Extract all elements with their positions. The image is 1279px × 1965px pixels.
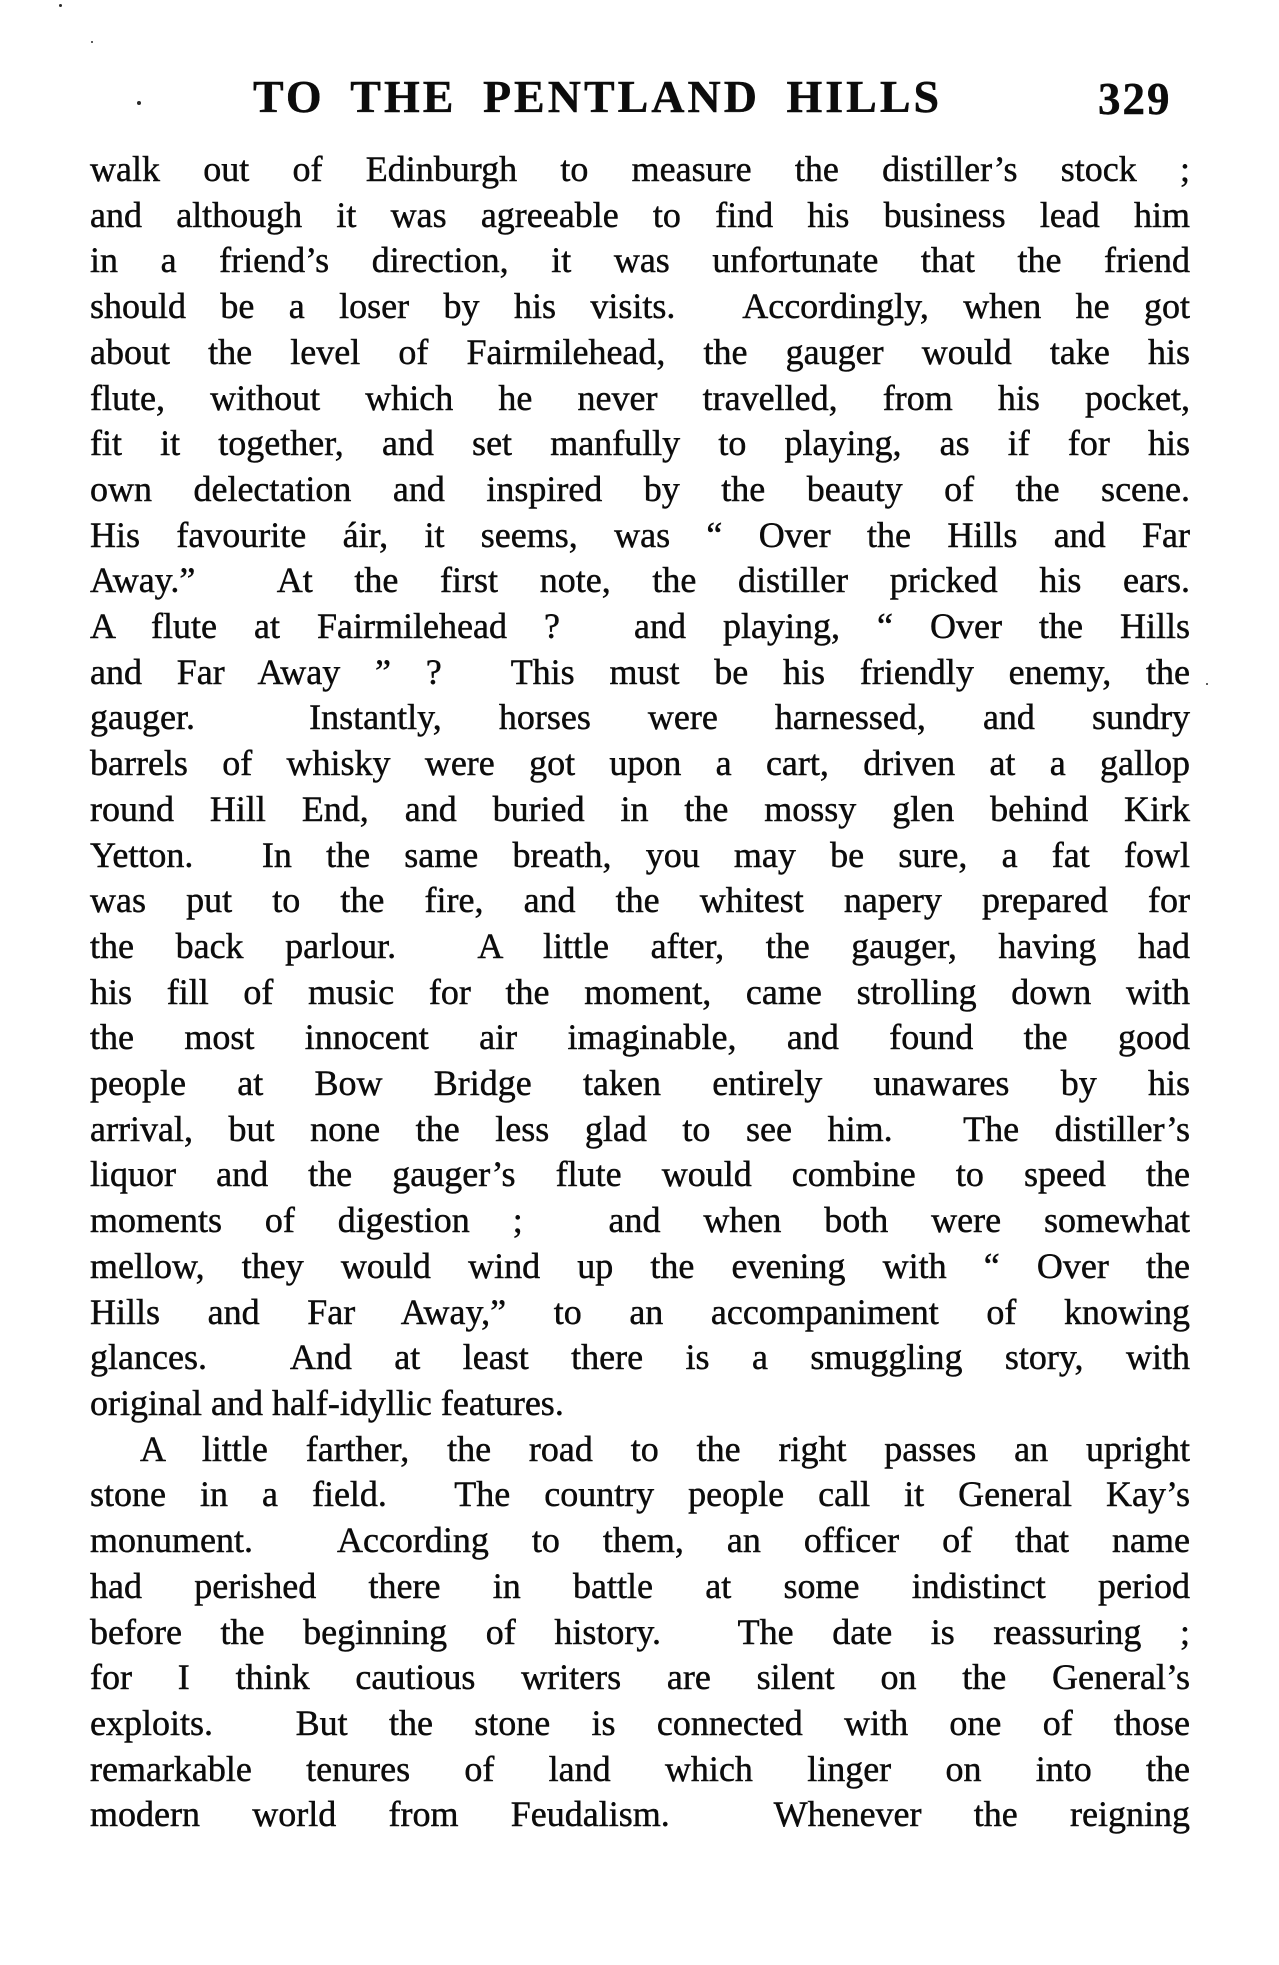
text-line: stone in a field. The country people call it General Kay’s <box>90 1474 1190 1515</box>
scan-speck <box>1206 683 1208 685</box>
text-line: remarkable tenures of land which linger on into the <box>90 1748 1190 1789</box>
text-line: glances. And at least there is a smuggling story, with <box>90 1337 1190 1378</box>
text-line: monument. According to them, an officer of that name <box>90 1520 1190 1561</box>
text-line: before the beginning of history. The date is reassuring ; <box>90 1611 1190 1652</box>
text-line: A flute at Fairmilehead ? and playing, “ Over the Hills <box>90 606 1190 647</box>
text-block <box>90 147 1190 1838</box>
text-line: should be a loser by his visits. Accordingly, when he got <box>90 286 1190 327</box>
text-line: the back parlour. A little after, the gauger, having had <box>90 925 1190 966</box>
text-line: arrival, but none the less glad to see him. The distiller’s <box>90 1108 1190 1149</box>
text-line: mellow, they would wind up the evening with “ Over the <box>90 1245 1190 1286</box>
text-line: about the level of Fairmilehead, the gauger would take his <box>90 331 1190 372</box>
scan-speck <box>91 41 93 43</box>
text-line: A little farther, the road to the right passes an upright <box>140 1428 1190 1469</box>
text-line: walk out of Edinburgh to measure the distiller’s stock ; <box>90 149 1190 189</box>
text-line: Yetton. In the same breath, you may be sure, a fat fowl <box>90 834 1190 875</box>
text-line: and Far Away ” ? This must be his friendly enemy, the <box>90 651 1190 692</box>
text-line: his fill of music for the moment, came strolling down with <box>90 971 1190 1012</box>
text-line: barrels of whisky were got upon a cart, driven at a gallop <box>90 743 1190 784</box>
text-line: in a friend’s direction, it was unfortunate that the friend <box>90 240 1190 281</box>
text-line: for I think cautious writers are silent on the General’s <box>90 1657 1190 1698</box>
text-line: flute, without which he never travelled, from his pocket, <box>90 377 1190 418</box>
text-line: gauger. Instantly, horses were harnessed, and sundry <box>90 697 1190 738</box>
text-line: moments of digestion ; and when both were somewhat <box>90 1200 1190 1241</box>
text-line: liquor and the gauger’s flute would combine to speed the <box>90 1154 1190 1195</box>
text-line: had perished there in battle at some indistinct period <box>90 1565 1190 1606</box>
text-line: His favourite áir, it seems, was “ Over the Hills and Far <box>90 514 1190 555</box>
text-line: modern world from Feudalism. Whenever the reigning <box>90 1794 1190 1835</box>
text-line: exploits. But the stone is connected with one of those <box>90 1702 1190 1743</box>
scan-speck <box>137 101 141 105</box>
scan-speck <box>59 4 62 7</box>
text-line: own delectation and inspired by the beauty of the scene. <box>90 468 1190 509</box>
page-number: 329 <box>1098 74 1172 124</box>
text-line: was put to the fire, and the whitest napery prepared for <box>90 880 1190 921</box>
text-line: and although it was agreeable to find his business lead him <box>90 194 1190 235</box>
text-line: the most innocent air imaginable, and found the good <box>90 1017 1190 1058</box>
text-line: fit it together, and set manfully to playing, as if for his <box>90 423 1190 464</box>
text-line: original and half-idyllic features. <box>90 1382 564 1423</box>
text-line: people at Bow Bridge taken entirely unawares by his <box>90 1063 1190 1104</box>
running-title: TO THE PENTLAND HILLS <box>253 71 943 122</box>
text-line: round Hill End, and buried in the mossy glen behind Kirk <box>90 788 1190 829</box>
text-line: Hills and Far Away,” to an accompaniment of knowing <box>90 1291 1190 1332</box>
text-line: Away.” At the first note, the distiller pricked his ears. <box>90 560 1190 601</box>
